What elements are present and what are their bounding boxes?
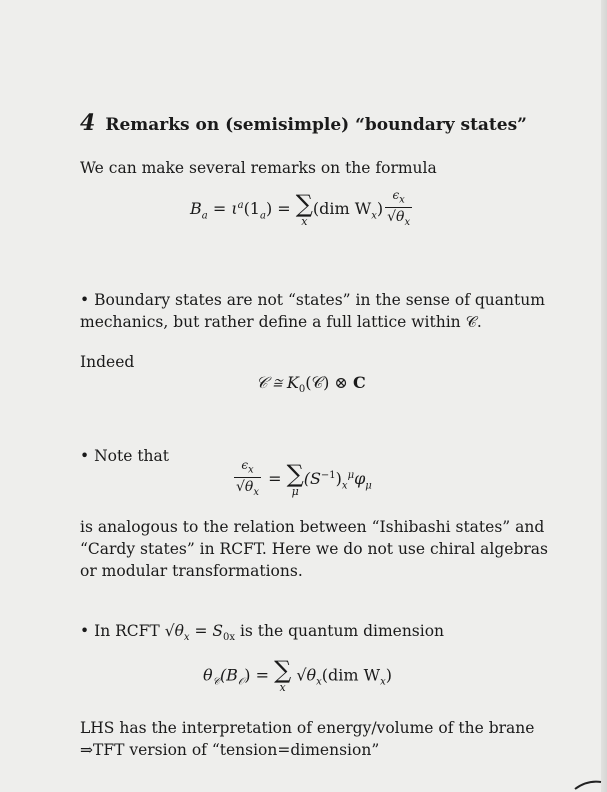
section-title: Remarks on (semisimple) “boundary states”: [105, 115, 527, 135]
eq1-frac-den: √θ: [387, 209, 405, 226]
eq3-frac-den: √θ: [236, 479, 254, 496]
bullet3-pre: In RCFT: [94, 622, 165, 640]
eq4-sqrt: √θ: [296, 665, 317, 685]
eq2-bold-c: C: [352, 373, 366, 392]
bullet3-eq: = S: [189, 622, 224, 640]
eq1-lhs-sub: a: [201, 210, 208, 222]
page-edge: [601, 0, 607, 792]
eq1-sum: ∑ x: [295, 189, 313, 228]
eq3-phi-sub: μ: [365, 480, 372, 492]
bullet-note-that: [80, 445, 169, 467]
eq1-frac-num: ϵ: [392, 188, 400, 202]
eq2-rhs: (𝒞) ⊗: [305, 373, 353, 392]
bullet2-text: Note that: [94, 447, 169, 465]
eq1-arg-sub: a: [259, 210, 266, 222]
eq1-body: (dim W: [312, 199, 372, 219]
bullet3-s-sub: 0x: [223, 632, 236, 644]
eq1-lhs: B: [190, 199, 202, 219]
bullet3-sqrt-sub: x: [183, 632, 190, 644]
eq3-body-sup2: μ: [347, 469, 355, 481]
eq1-eq-a: =: [207, 199, 232, 219]
indeed-text: Indeed: [80, 353, 135, 371]
eq4-arg-close: ) =: [244, 665, 275, 685]
equation-isomorphism: [256, 373, 366, 395]
bullet-boundary-states: [80, 289, 560, 333]
paragraph-lhs-line1: LHS has the interpretation of energy/volume of the brane: [80, 719, 535, 737]
eq4-sum: ∑ x: [274, 656, 292, 694]
eq1-frac-den-sub: x: [404, 217, 411, 229]
bullet-marker: •: [80, 622, 90, 640]
eq1-frac-num-sub: x: [399, 194, 405, 206]
eq3-eq: =: [263, 469, 287, 489]
equation-ishibashi-cardy: [232, 458, 372, 501]
eq1-body-close: ): [376, 199, 384, 219]
eq3-fraction: [234, 458, 261, 501]
eq2-lhs-sub: 0: [298, 384, 306, 396]
intro-text: We can make several remarks on the formula: [80, 159, 437, 177]
eq1-eq-b: =: [272, 199, 296, 219]
eq3-sum-index: μ: [291, 484, 299, 498]
eq1-fraction: [385, 188, 412, 231]
eq4-sqrt-sub: x: [316, 676, 322, 688]
eq1-body-sub: x: [371, 210, 377, 222]
eq1-iota: ι: [231, 199, 238, 219]
eq2-lhs: 𝒞 ≅ K: [256, 373, 299, 392]
paragraph-lhs-line2: ⇒TFT version of “tension=dimension”: [80, 741, 380, 759]
equation-quantum-dimension: [203, 658, 392, 694]
eq4-body-sub: x: [380, 676, 386, 688]
eq4-arg-sub: 𝒪: [237, 676, 245, 688]
eq4-lhs-sub: 𝒞: [212, 676, 220, 688]
eq1-arg: (1: [243, 199, 260, 219]
eq3-body-close: ): [335, 469, 342, 489]
bullet-marker: •: [80, 447, 90, 465]
page-curl-mark: [573, 778, 603, 790]
bullet3-sqrt: √θ: [164, 622, 184, 640]
paragraph-analogous: is analogous to the relation between “Ishibashi states” and “Cardy states” in RCFT. Here we do not use chiral algebras or modular transformations.: [80, 518, 548, 580]
bullet3-post: is the quantum dimension: [235, 622, 445, 640]
equation-boundary-state: [190, 188, 414, 231]
section-heading: [80, 110, 527, 136]
eq3-frac-num-sub: x: [248, 464, 254, 476]
section-number: 4: [80, 110, 96, 136]
eq3-phi: φ: [354, 469, 366, 489]
eq1-sum-index: x: [301, 214, 308, 228]
eq3-body: (S: [303, 469, 321, 489]
bullet-rcft: [80, 620, 444, 649]
bullet1-text: Boundary states are not “states” in the sense of quantum mechanics, but rather define a full lattice within 𝒞.: [80, 291, 545, 331]
bullet-marker: •: [80, 291, 90, 309]
eq1-iota-sup: a: [237, 199, 244, 211]
eq3-sum: ∑ μ: [286, 459, 304, 498]
eq4-body-close: ): [385, 665, 392, 685]
eq1-arg-close: ): [265, 199, 273, 219]
eq4-lhs: θ: [203, 665, 213, 685]
eq3-frac-den-sub: x: [253, 487, 259, 499]
eq3-body-sup: −1: [320, 469, 336, 481]
eq4-body: (dim W: [321, 665, 381, 685]
eq3-frac-num: ϵ: [241, 458, 249, 472]
eq4-arg: (B: [219, 665, 238, 685]
eq3-body-sub2: x: [341, 480, 348, 492]
eq4-sum-index: x: [279, 681, 286, 694]
